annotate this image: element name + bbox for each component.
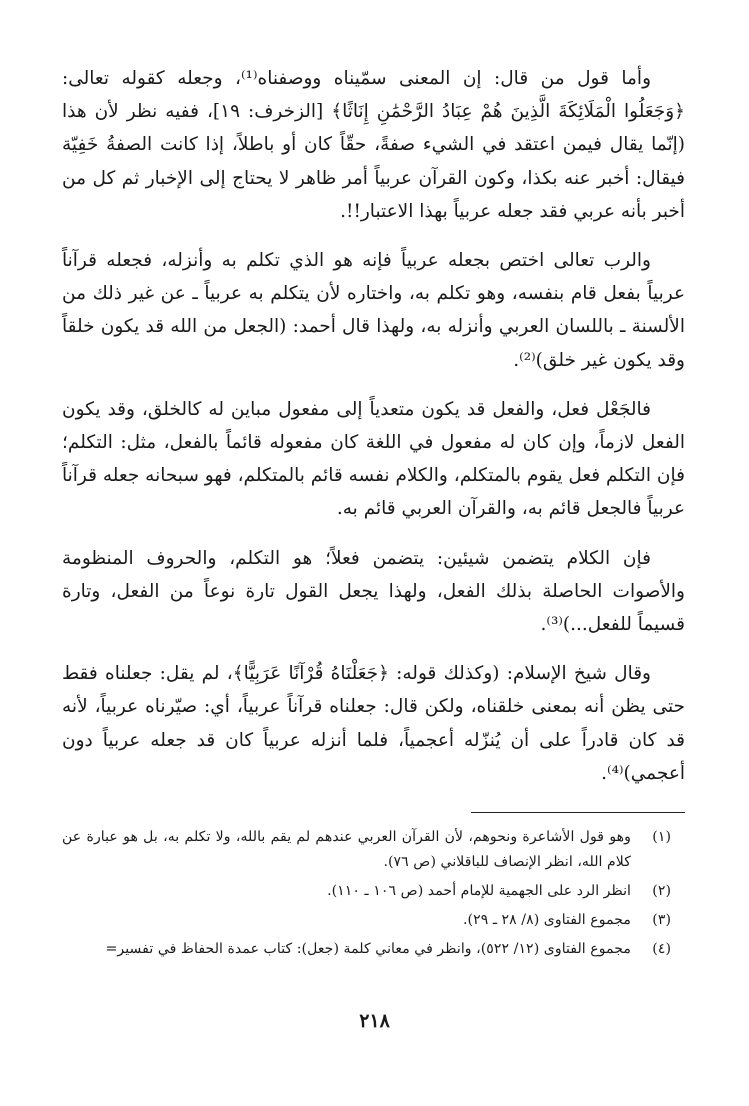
paragraph-3: فالجَعْل فعل، والفعل قد يكون متعدياً إلى مفعول مباين له كالخلق، وقد يكون الفعل لازماً، وإن كان له مفعول في اللغة كان مفعوله قائماً بالفعل، مثل: التكلم؛ فإن التكلم فعل يقوم بالمتكلم، والكلام نفسه قائم بالمتكلم، فهو سبحانه جعله قرآناً عربياً فالجعل قائم به، والقرآن العربي قائم به. xyxy=(62,398,685,520)
footnote-3 xyxy=(62,908,685,933)
footnote-number: (٤) xyxy=(652,941,671,958)
footnote-number: (٢) xyxy=(652,883,671,900)
footnote-2 xyxy=(62,879,685,904)
footnote-text: مجموع الفتاوى (٨/ ٢٨ ـ ٢٩). xyxy=(463,912,631,929)
footnote-text: مجموع الفتاوى (١٢/ ٥٢٢)، وانظر في معاني كلمة (جعل): كتاب عمدة الحفاظ في تفسير= xyxy=(105,941,631,958)
footnote-1 xyxy=(62,825,685,875)
paragraph-2: والرب تعالى اختص بجعله عربياً فإنه هو الذي تكلم به وأنزله، فجعله قرآناً عربياً بفعل قام بنفسه، وهو تكلم به، واختاره لأن يتكلم به عربياً ـ عن غير ذلك من الألسنة ـ باللسان العربي وأنزله به، ولهذا قال أحمد: (الجعل من الله قد يكون خلقاً وقد يكون غير خلق)⁽²⁾. xyxy=(62,250,685,371)
footnote-number: (٣) xyxy=(652,912,671,929)
footnote-text: وهو قول الأشاعرة ونحوهم، لأن القرآن العربي عندهم لم يقم بالله، ولا تكلم به، بل هو عبارة عن كلام الله، انظر الإنصاف للباقلاني (ص ٧٦). xyxy=(62,829,631,871)
paragraph-4: فإن الكلام يتضمن شيئين: يتضمن فعلاً؛ هو التكلم، والحروف المنظومة والأصوات الحاصلة بذلك الفعل، ولهذا يجعل القول تارة نوعاً من الفعل، وتارة قسيماً للفعل...)⁽³⁾. xyxy=(62,547,685,636)
paragraph-1: وأما قول من قال: إن المعنى سمّيناه ووصفناه⁽¹⁾، وجعله كقوله تعالى: ﴿وَجَعَلُوا الْمَلَائِكَةَ الَّذِينَ هُمْ عِبَادُ الرَّحْمَٰنِ إِنَاثًا﴾ [الزخرف: ١٩]، ففيه نظر لأن هذا (إنّما يقال فيمن اعتقد في الشيء صفةً، حقّاً كان أو باطلاً، إذا كانت الصفةُ خَفِيّة فيقال: أخبر عنه بكذا، وكون القرآن عربياً أمر ظاهر لا يحتاج إلى الإخبار ثم كل من أخبر بأنه عربي فقد جعله عربياً بهذا الاعتبار!!. xyxy=(62,68,685,222)
footnote-number: (١) xyxy=(652,829,671,846)
footnote-text: انظر الرد على الجهمية للإمام أحمد (ص ١٠٦ ـ ١١٠). xyxy=(327,883,631,900)
page-number: ٢١٨ xyxy=(359,1010,390,1032)
footnote-4 xyxy=(62,937,685,962)
paragraph-5: وقال شيخ الإسلام: (وكذلك قوله: ﴿جَعَلْنَاهُ قُرْآنًا عَرَبِيًّا﴾، لم يقل: جعلناه فقط حتى يظن أنه بمعنى خلقناه، ولكن قال: جعلناه قرآناً عربياً، أي: صيّرناه عربياً، لأنه قد كان قادراً على أن يُنزّله أعجمياً، فلما أنزله عربياً كان قد جعله عربياً دون أعجمي)⁽⁴⁾. xyxy=(62,663,685,784)
footnote-divider xyxy=(471,812,685,813)
